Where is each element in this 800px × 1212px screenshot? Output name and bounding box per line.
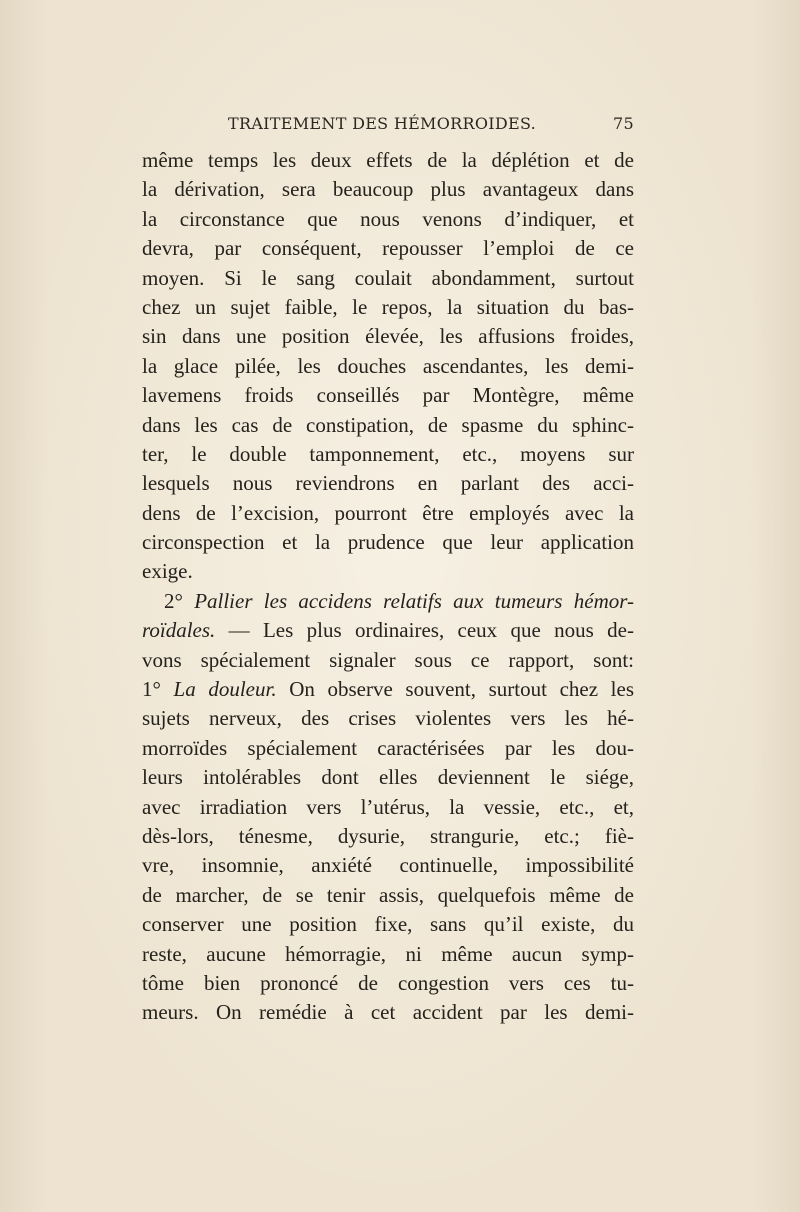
text-run: lavemens froids conseillés par Montègre, même (142, 383, 634, 408)
text-line (142, 469, 634, 498)
text-run: la glace pilée, les douches ascendantes, les demi- (142, 353, 634, 378)
text-run: avec irradiation vers l’utérus, la vessie, etc., et, (142, 794, 634, 819)
text-line (142, 881, 634, 910)
text-line (142, 616, 634, 645)
text-line (142, 910, 634, 939)
running-head (142, 114, 634, 138)
text-line (142, 646, 634, 675)
text-run: lesquels nous reviendrons en parlant des acci- (142, 471, 634, 496)
text-run: chez un sujet faible, le repos, la situation du bas- (142, 294, 634, 319)
text-run: morroïdes spécialement caractérisées par les dou- (142, 735, 634, 760)
text-run: vre, insomnie, anxiété continuelle, impossibilité (142, 853, 634, 878)
text-run: de marcher, de se tenir assis, quelquefois même de (142, 882, 634, 907)
body-text (142, 146, 634, 1028)
text-run: reste, aucune hémorragie, ni même aucun symp- (142, 941, 634, 966)
text-line (142, 763, 634, 792)
italic-text: Pallier les accidens relatifs aux tumeurs hémor- (194, 588, 634, 613)
text-line (142, 352, 634, 381)
text-line (142, 969, 634, 998)
text-run: exige. (142, 559, 193, 584)
page-number: 75 (613, 114, 634, 133)
text-line (142, 175, 634, 204)
text-run: la circonstance que nous venons d’indiquer, et (142, 206, 634, 231)
text-run: leurs intolérables dont elles deviennent le siége, (142, 765, 634, 790)
text-run: tôme bien prononcé de congestion vers ces tu- (142, 970, 634, 995)
text-run: On observe souvent, surtout chez les (276, 677, 634, 702)
text-run: devra, par conséquent, repousser l’emploi de ce (142, 236, 634, 261)
text-line (142, 381, 634, 410)
text-run: la dérivation, sera beaucoup plus avantageux dans (142, 177, 634, 202)
text-run: conserver une position fixe, sans qu’il existe, du (142, 912, 634, 937)
text-run: circonspection et la prudence que leur application (142, 530, 634, 555)
text-line (142, 322, 634, 351)
text-run: sujets nerveux, des crises violentes vers les hé- (142, 706, 634, 731)
text-line (142, 528, 634, 557)
text-line (142, 793, 634, 822)
text-run: dens de l’excision, pourront être employés avec la (142, 500, 634, 525)
text-line (142, 940, 634, 969)
text-line (142, 675, 634, 704)
text-line (142, 734, 634, 763)
text-run: 2° (164, 588, 195, 613)
text-line (142, 587, 634, 616)
text-line (142, 293, 634, 322)
text-line (142, 205, 634, 234)
text-run: meurs. On remédie à cet accident par les demi- (142, 1000, 634, 1025)
text-run: même temps les deux effets de la déplétion et de (142, 148, 634, 172)
text-line (142, 557, 634, 586)
text-run: moyen. Si le sang coulait abondamment, surtout (142, 265, 634, 290)
text-line (142, 411, 634, 440)
text-line (142, 440, 634, 469)
text-line (142, 146, 634, 175)
text-line (142, 234, 634, 263)
text-line (142, 822, 634, 851)
text-line (142, 264, 634, 293)
text-run: vons spécialement signaler sous ce rapport, sont: (142, 647, 634, 672)
text-run: dans les cas de constipation, de spasme du sphinc- (142, 412, 634, 437)
text-run: 1° (142, 677, 174, 702)
text-run: sin dans une position élevée, les affusions froides, (142, 324, 634, 349)
text-line (142, 998, 634, 1027)
text-line (142, 851, 634, 880)
text-run: ter, le double tamponnement, etc., moyens sur (142, 441, 634, 466)
text-run: — Les plus ordinaires, ceux que nous de- (215, 618, 634, 643)
italic-text: roïdales. (142, 618, 216, 643)
text-run: dès-lors, ténesme, dysurie, strangurie, etc.; fiè- (142, 823, 634, 848)
running-head-title: TRAITEMENT DES HÉMORROIDES. (228, 114, 537, 133)
text-line (142, 499, 634, 528)
italic-text: La douleur. (173, 677, 277, 702)
text-line (142, 704, 634, 733)
